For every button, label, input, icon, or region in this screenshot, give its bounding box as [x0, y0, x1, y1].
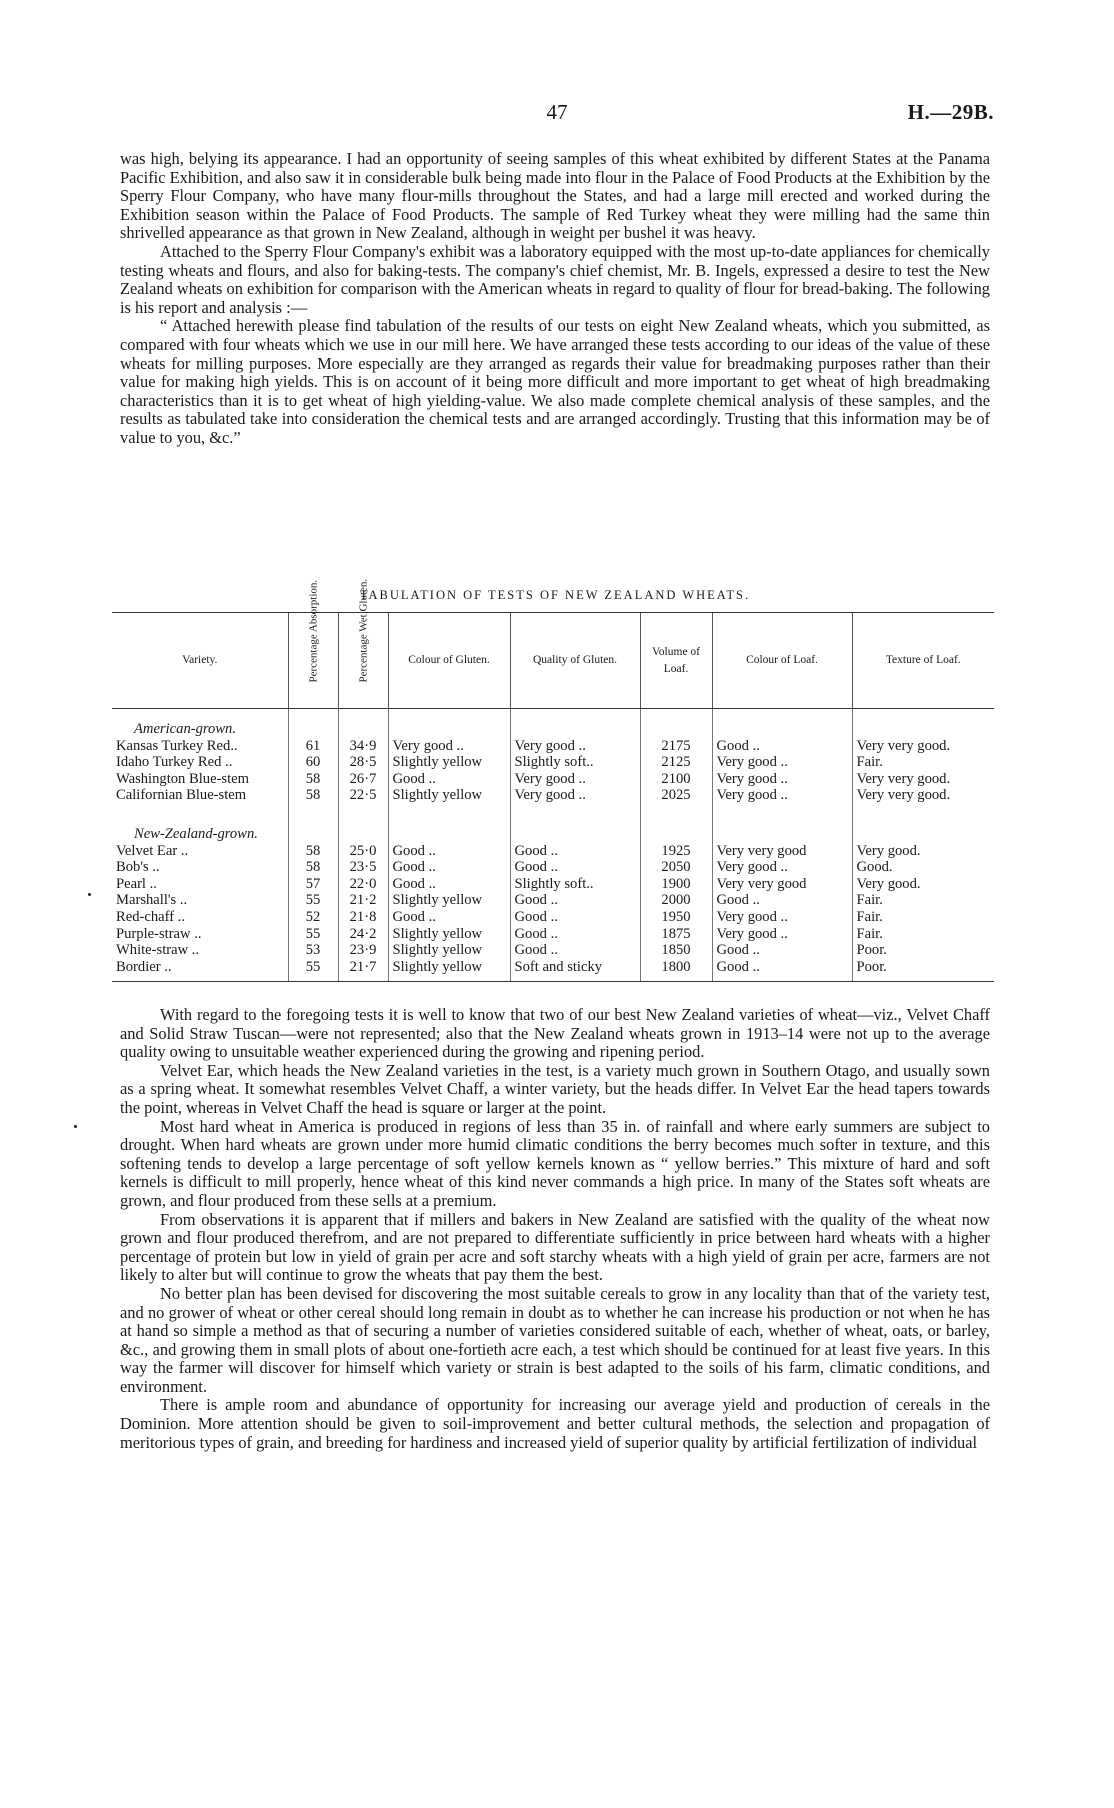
cell-volume: 1950 — [640, 909, 712, 926]
cell-quality-gluten: Good .. — [510, 926, 640, 943]
group-empty-cell — [388, 709, 510, 738]
table-row — [112, 892, 994, 909]
cell-quality-gluten: Good .. — [510, 892, 640, 909]
cell-variety: Bordier .. — [112, 959, 288, 982]
cell-absorption: 58 — [288, 843, 338, 860]
group-empty-cell — [852, 709, 994, 738]
table-row — [112, 909, 994, 926]
cell-absorption: 58 — [288, 859, 338, 876]
group-empty-cell — [338, 709, 388, 738]
cell-texture: Good. — [852, 859, 994, 876]
cell-texture: Very good. — [852, 876, 994, 893]
cell-colour-gluten: Good .. — [388, 843, 510, 860]
spacer-cell — [112, 804, 288, 814]
cell-colour-gluten: Very good .. — [388, 738, 510, 755]
paragraph: There is ample room and abundance of opportunity for increasing our average yield and production of cereals in the Dominion. More attention should be given to soil-improvement and better cultural methods, the selection and propagation of meritorious types of grain, and breeding for hardiness and increased yield of superior quality by artificial fertilization of individual — [120, 1395, 990, 1452]
cell-variety: Idaho Turkey Red .. — [116, 754, 233, 771]
group-header-row — [112, 814, 994, 843]
table-title: TABULATION OF TESTS OF NEW ZEALAND WHEATS. — [359, 588, 751, 602]
cell-colour-gluten: Good .. — [388, 771, 510, 788]
cell-colour-loaf: Good .. — [712, 738, 852, 755]
header-texture: Texture of Loaf. — [852, 613, 994, 709]
table-row — [112, 771, 994, 788]
header-quality-gluten: Quality of Gluten. — [510, 613, 640, 709]
document-reference: H.—29B. — [907, 100, 994, 124]
table-spacer-row — [112, 804, 994, 814]
cell-colour-loaf: Good .. — [712, 959, 852, 982]
page-number: 47 — [546, 100, 568, 124]
cell-colour-gluten: Good .. — [388, 876, 510, 893]
cell-absorption: 58 — [288, 771, 338, 788]
cell-texture: Fair. — [852, 926, 994, 943]
header-wet-gluten — [338, 578, 388, 709]
cell-volume: 1850 — [640, 942, 712, 959]
group-header-row — [112, 709, 994, 738]
cell-colour-loaf: Very good .. — [712, 859, 852, 876]
margin-mark — [74, 1125, 77, 1128]
paragraph: No better plan has been devised for discovering the most suitable cereals to grow in any locality than that of the variety test, and no grower of wheat or other cereal should long remain in doubt as to whether he can increase his production or not when he has at hand so simple a method as that of securing a number of varieties considered suitable of each, whether of wheat, oats, or barley, &c., and growing them in small plots of about one-fortieth acre each, a test which should be continued for at least five years. In this way the farmer will discover for himself which variety or strain is best adapted to the soils of his farm, climatic conditions, and environment. — [120, 1283, 990, 1396]
cell-variety: Marshall's .. — [116, 892, 188, 909]
table-row — [112, 942, 994, 959]
cell-texture: Very very good. — [852, 738, 994, 755]
group-empty-cell — [338, 814, 388, 843]
cell-colour-loaf: Very very good — [712, 843, 852, 860]
group-empty-cell — [712, 814, 852, 843]
spacer-cell — [640, 804, 712, 814]
cell-wet-gluten: 25·0 — [338, 843, 388, 860]
cell-quality-gluten: Good .. — [510, 909, 640, 926]
cell-volume: 1800 — [640, 959, 712, 982]
table-row — [112, 754, 994, 771]
group-empty-cell — [288, 814, 338, 843]
cell-absorption: 55 — [288, 959, 338, 982]
cell-volume: 2100 — [640, 771, 712, 788]
cell-wet-gluten: 34·9 — [338, 738, 388, 755]
cell-colour-loaf: Very good .. — [712, 771, 852, 788]
cell-wet-gluten: 22·5 — [338, 787, 388, 804]
cell-colour-loaf: Very good .. — [712, 754, 852, 771]
cell-texture: Very very good. — [852, 771, 994, 788]
cell-variety: Californian Blue-stem — [116, 787, 247, 804]
cell-texture: Very very good. — [852, 787, 994, 804]
cell-volume: 2050 — [640, 859, 712, 876]
header-absorption-label: Percentage Absorption. — [307, 579, 319, 682]
spacer-cell — [288, 804, 338, 814]
table-row — [112, 926, 994, 943]
table-row — [112, 876, 994, 893]
cell-colour-loaf: Very good .. — [712, 787, 852, 804]
paragraph: Attached to the Sperry Flour Company's exhibit was a laboratory equipped with the most up-to-date appliances for chemically testing wheats and flours, and also for baking-tests. The company's chief chemist, Mr. B. Ingels, expressed a desire to test the New Zealand wheats on exhibition for comparison with the American wheats in regard to quality of flour for bread-baking. The following is his report and analysis :— — [120, 241, 990, 317]
cell-variety: Bob's .. — [116, 859, 160, 876]
cell-wet-gluten: 23·9 — [338, 942, 388, 959]
cell-absorption: 55 — [288, 926, 338, 943]
group-empty-cell — [388, 814, 510, 843]
top-text-block — [120, 150, 990, 448]
cell-texture: Poor. — [852, 959, 994, 982]
cell-quality-gluten: Soft and sticky — [510, 959, 640, 982]
table-header-row — [112, 613, 994, 709]
cell-variety: Velvet Ear .. — [116, 842, 189, 859]
bottom-text-block — [120, 1006, 990, 1452]
cell-colour-gluten: Slightly yellow — [388, 926, 510, 943]
paragraph: was high, belying its appearance. I had an opportunity of seeing samples of this wheat exhibited by different States at the Panama Pacific Exhibition, and also saw it in considerable bulk being made into flour in the Palace of Food Products at the Exhibition by the Sperry Flour Company, who have many flour-mills throughout the States, and had a large mill erected and worked during the Exhibition season within the Palace of Food Products. The sample of Red Turkey wheat they were milling had the same thin shrivelled appearance as that grown in New Zealand, although in weight per bushel it was heavy. — [120, 149, 990, 243]
cell-variety: Pearl .. — [116, 875, 157, 892]
cell-absorption: 52 — [288, 909, 338, 926]
cell-wet-gluten: 26·7 — [338, 771, 388, 788]
cell-wet-gluten: 21·7 — [338, 959, 388, 982]
cell-colour-gluten: Good .. — [388, 909, 510, 926]
paragraph: Most hard wheat in America is produced in regions of less than 35 in. of rainfall and where early summers are subject to drought. When hard wheats are grown under more humid climatic conditions the berry becomes much softer in texture, and this softening tends to develop a large percentage of soft yellow kernels known as “ yellow berries.” This mixture of hard and soft kernels is difficult to mill properly, hence wheat of this kind never commands a high price. In many of the States soft wheats are grown, and flour produced from these sells at a premium. — [120, 1116, 990, 1210]
spacer-cell — [338, 804, 388, 814]
cell-colour-gluten: Slightly yellow — [388, 942, 510, 959]
cell-variety: White-straw .. — [116, 942, 200, 959]
group-label: American-grown. — [134, 721, 237, 737]
cell-colour-gluten: Slightly yellow — [388, 787, 510, 804]
header-wet-gluten-label: Percentage Wet Gluten. — [357, 578, 369, 682]
cell-wet-gluten: 23·5 — [338, 859, 388, 876]
cell-texture: Fair. — [852, 909, 994, 926]
group-label: New-Zealand-grown. — [134, 825, 258, 842]
cell-texture: Fair. — [852, 754, 994, 771]
group-empty-cell — [852, 814, 994, 843]
group-empty-cell — [640, 814, 712, 843]
table-row — [112, 959, 994, 982]
cell-variety: Purple-straw .. — [116, 925, 202, 942]
cell-colour-loaf: Good .. — [712, 892, 852, 909]
cell-variety: Kansas Turkey Red.. — [116, 737, 238, 754]
cell-colour-loaf: Very good .. — [712, 926, 852, 943]
cell-quality-gluten: Slightly soft.. — [510, 754, 640, 771]
table-row — [112, 859, 994, 876]
cell-wet-gluten: 21·2 — [338, 892, 388, 909]
cell-colour-gluten: Slightly yellow — [388, 754, 510, 771]
cell-wet-gluten: 22·0 — [338, 876, 388, 893]
cell-volume: 1925 — [640, 843, 712, 860]
paragraph: “ Attached herewith please find tabulation of the results of our tests on eight New Zealand wheats, which you submitted, as compared with four wheats which we use in our mill here. We have arranged these tests according to our ideas of the value of these wheats for milling purposes. More especially are they arranged as regards their value for breadmaking purposes rather than their value for making high yields. This is on account of it being more difficult and more important to get wheat of high breadmaking characteristics than it is to get wheat of high yielding-value. We also made complete chemical analysis of these samples, and the results as tabulated take into consideration the chemical tests and are arranged accordingly. Trusting that this information may be of value to you, &c.” — [120, 316, 990, 447]
cell-absorption: 60 — [288, 754, 338, 771]
header-absorption — [288, 579, 338, 709]
cell-colour-loaf: Very good .. — [712, 909, 852, 926]
cell-quality-gluten: Very good .. — [510, 771, 640, 788]
cell-wet-gluten: 28·5 — [338, 754, 388, 771]
header-colour-gluten: Colour of Gluten. — [388, 613, 510, 709]
group-empty-cell — [510, 709, 640, 738]
cell-texture: Poor. — [852, 942, 994, 959]
cell-quality-gluten: Very good .. — [510, 738, 640, 755]
group-empty-cell — [288, 709, 338, 738]
header-colour-loaf: Colour of Loaf. — [712, 613, 852, 709]
group-empty-cell — [640, 709, 712, 738]
paragraph: With regard to the foregoing tests it is well to know that two of our best New Zealand varieties of wheat—viz., Velvet Chaff and Solid Straw Tuscan—were not represented; also that the New Zealand wheats grown in 1913–14 were not up to the average quality owing to unsuitable weather experienced during the growing and ripening period. — [120, 1005, 990, 1062]
header-variety: Variety. — [112, 613, 288, 709]
cell-volume: 1875 — [640, 926, 712, 943]
cell-variety: Red-chaff .. — [116, 908, 186, 925]
cell-absorption: 61 — [288, 738, 338, 755]
cell-colour-gluten: Slightly yellow — [388, 892, 510, 909]
cell-wet-gluten: 24·2 — [338, 926, 388, 943]
cell-volume: 2125 — [640, 754, 712, 771]
cell-wet-gluten: 21·8 — [338, 909, 388, 926]
spacer-cell — [852, 804, 994, 814]
cell-colour-gluten: Good .. — [388, 859, 510, 876]
cell-quality-gluten: Slightly soft.. — [510, 876, 640, 893]
paragraph: Velvet Ear, which heads the New Zealand varieties in the test, is a variety much grown in Southern Otago, and usually sown as a spring wheat. It somewhat resembles Velvet Chaff, a winter variety, but the heads differ. In Velvet Ear the head tapers towards the point, whereas in Velvet Chaff the head is square or larger at the point. — [120, 1060, 990, 1117]
cell-absorption: 57 — [288, 876, 338, 893]
cell-texture: Very good. — [852, 843, 994, 860]
cell-quality-gluten: Good .. — [510, 843, 640, 860]
spacer-cell — [510, 804, 640, 814]
cell-colour-gluten: Slightly yellow — [388, 959, 510, 982]
cell-absorption: 58 — [288, 787, 338, 804]
cell-variety: Washington Blue-stem — [116, 770, 249, 787]
spacer-cell — [388, 804, 510, 814]
cell-volume: 1900 — [640, 876, 712, 893]
group-empty-cell — [712, 709, 852, 738]
table-row — [112, 787, 994, 804]
spacer-cell — [712, 804, 852, 814]
cell-colour-loaf: Good .. — [712, 942, 852, 959]
page-header — [120, 100, 994, 130]
cell-colour-loaf: Very very good — [712, 876, 852, 893]
table-row — [112, 738, 994, 755]
cell-quality-gluten: Good .. — [510, 859, 640, 876]
paragraph: From observations it is apparent that if millers and bakers in New Zealand are satisfied with the quality of the wheat now grown and flour produced therefrom, and are not prepared to differentiate sufficiently in price between hard wheats with a higher percentage of protein but low in yield of grain per acre and soft starchy wheats with a high yield of grain per acre, farmers are not likely to alter but will continue to grow the wheats that pay them the best. — [120, 1209, 990, 1285]
cell-volume: 2000 — [640, 892, 712, 909]
cell-volume: 2025 — [640, 787, 712, 804]
table-body — [112, 709, 994, 982]
cell-quality-gluten: Very good .. — [510, 787, 640, 804]
group-empty-cell — [510, 814, 640, 843]
cell-texture: Fair. — [852, 892, 994, 909]
cell-absorption: 55 — [288, 892, 338, 909]
header-volume: Volume of Loaf. — [640, 613, 712, 709]
margin-mark — [88, 893, 91, 896]
cell-volume: 2175 — [640, 738, 712, 755]
cell-absorption: 53 — [288, 942, 338, 959]
table-row — [112, 843, 994, 860]
cell-quality-gluten: Good .. — [510, 942, 640, 959]
